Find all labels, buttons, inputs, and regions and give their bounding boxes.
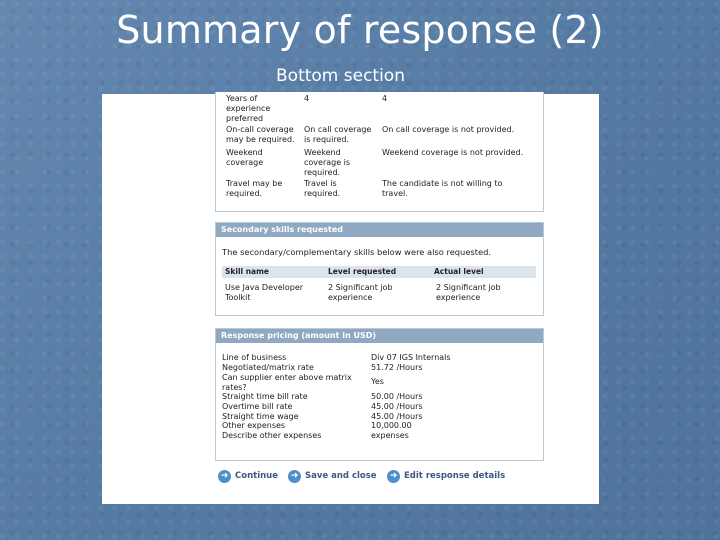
secondary-skills-intro: The secondary/complementary skills below were also requested. <box>222 247 492 257</box>
slide-title: Summary of response (2) <box>116 8 604 52</box>
req-requested: Weekend coverage is required. <box>304 148 351 177</box>
secondary-skills-header: Secondary skills requested <box>216 223 543 237</box>
req-requested: Travel is required. <box>304 179 341 198</box>
req-actual: Weekend coverage is not provided. <box>382 148 524 157</box>
pricing-label: Straight time wage <box>222 412 299 421</box>
skill-actual-cell: 2 Significant job experience <box>436 283 501 302</box>
col-skill-name: Skill name <box>225 267 270 276</box>
pricing-value: 45.00 /Hours <box>371 412 423 421</box>
pricing-label: Straight time bill rate <box>222 392 308 401</box>
req-label: Travel may be required. <box>226 179 283 198</box>
arrow-right-icon: ➜ <box>387 470 400 483</box>
req-label: Years of experience preferred <box>226 94 271 123</box>
save-and-close-button[interactable]: ➜ Save and close <box>288 470 382 484</box>
pricing-value: Div 07 IGS Internals <box>371 353 451 362</box>
pricing-value: Yes <box>371 377 384 386</box>
slide-subtitle: Bottom section <box>276 66 405 86</box>
pricing-label: Overtime bill rate <box>222 402 293 411</box>
req-actual: 4 <box>382 94 388 103</box>
req-requested: On call coverage is required. <box>304 125 372 144</box>
req-actual: On call coverage is not provided. <box>382 125 515 134</box>
req-label: Weekend coverage <box>226 148 264 167</box>
pricing-label: Line of business <box>222 353 287 362</box>
edit-response-details-button[interactable]: ➜ Edit response details <box>387 470 511 484</box>
screenshot-panel <box>102 94 599 504</box>
response-pricing-panel <box>215 328 544 461</box>
pricing-value: 45.00 /Hours <box>371 402 423 411</box>
secondary-skills-panel <box>215 222 544 316</box>
req-requested: 4 <box>304 94 310 103</box>
pricing-value: 50.00 /Hours <box>371 392 423 401</box>
skill-name-cell: Use Java Developer Toolkit <box>225 283 304 302</box>
col-level-requested: Level requested <box>328 267 397 276</box>
skill-requested-cell: 2 Significant job experience <box>328 283 393 302</box>
pricing-label: Can supplier enter above matrix rates? <box>222 373 352 392</box>
pricing-value: expenses <box>371 431 409 440</box>
arrow-right-icon: ➜ <box>288 470 301 483</box>
skills-table-header <box>222 266 536 278</box>
pricing-label: Negotiated/matrix rate <box>222 363 314 372</box>
response-pricing-header: Response pricing (amount in USD) <box>216 329 543 343</box>
pricing-value: 10,000.00 <box>371 421 412 430</box>
arrow-right-icon: ➜ <box>218 470 231 483</box>
pricing-label: Describe other expenses <box>222 431 322 440</box>
req-actual: The candidate is not willing to travel. <box>382 179 503 198</box>
pricing-label: Other expenses <box>222 421 286 430</box>
pricing-value: 51.72 /Hours <box>371 363 423 372</box>
requirements-panel <box>215 92 544 212</box>
req-label: On-call coverage may be required. <box>226 125 295 144</box>
continue-button[interactable]: ➜ Continue <box>218 470 282 484</box>
col-actual-level: Actual level <box>434 267 484 276</box>
